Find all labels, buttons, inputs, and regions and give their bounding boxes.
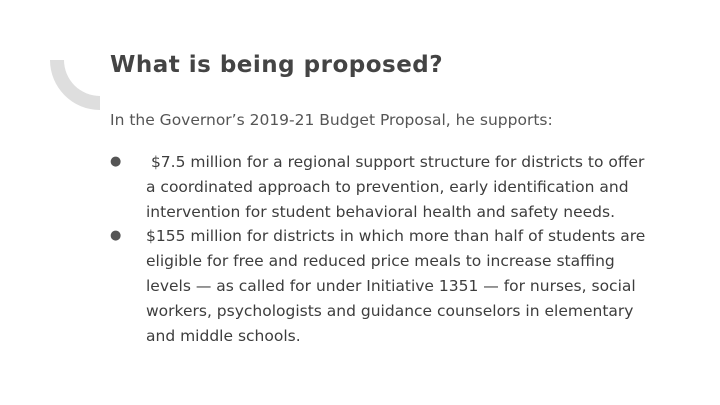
- bullet-item: [110, 224, 655, 348]
- bullet-dot-icon: ●: [110, 154, 122, 169]
- bullet-dot-icon: ●: [110, 228, 122, 244]
- slide-title: What is being proposed?: [110, 52, 444, 78]
- bullet-item: [110, 150, 655, 224]
- intro-text: In the Governor’s 2019-21 Budget Proposal, he supports:: [110, 111, 553, 129]
- bullet-text: $155 million for districts in which more than half of students are eligible for free and reduced price meals to increase staffing levels — as called for under Initiative 1351 — for nurses, social workers, psychologists and guidance counselors in elementary and middle schools.: [146, 227, 646, 345]
- bullet-text: $7.5 million for a regional support structure for districts to offer a coordinated approach to prevention, early identification and intervention for student behavioral health and safety needs.: [146, 153, 650, 221]
- bullet-list: [110, 150, 655, 348]
